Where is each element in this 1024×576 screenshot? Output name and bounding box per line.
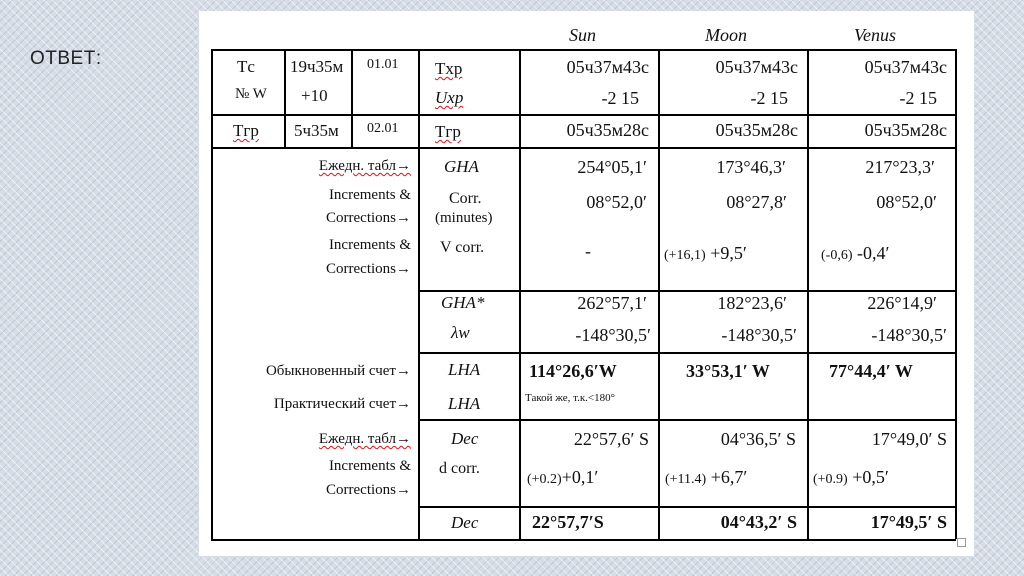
venus-uxr: -2 15 — [899, 88, 937, 108]
label-lha-1: LHA — [448, 360, 481, 379]
rule — [955, 49, 957, 539]
date-2: 02.01 — [367, 121, 399, 136]
rule — [418, 506, 956, 508]
moon-vcorr: (+16,1) +9,5′ — [664, 243, 747, 263]
header-venus: Venus — [854, 25, 896, 45]
sun-corr: 08°52,0′ — [586, 192, 647, 212]
moon-tgr: 05ч35м28с — [715, 120, 798, 140]
desc-corr-2: Corrections→ — [326, 210, 411, 226]
answer-table-sheet — [199, 11, 974, 556]
header-sun: Sun — [569, 25, 596, 45]
sun-vcorr: - — [585, 241, 591, 261]
label-corr-minutes: (minutes) — [435, 210, 493, 226]
label-lha-2: LHA — [448, 394, 481, 413]
resize-handle[interactable] — [957, 538, 966, 547]
venus-lha: 77°44,4′ W — [829, 361, 913, 381]
moon-uxr: -2 15 — [750, 88, 788, 108]
rule — [418, 419, 956, 421]
label-gha: GHA — [444, 157, 479, 176]
venus-vcorr: (-0,6) -0,4′ — [821, 243, 890, 263]
desc-corr-1: Increments & — [328, 187, 411, 203]
moon-lambda: -148°30,5′ — [721, 325, 797, 345]
label-uxr: Uхр — [435, 88, 464, 107]
moon-dec: 04°36,5′ S — [720, 429, 796, 449]
rule — [211, 147, 956, 149]
desc-dcorr-1: Increments & — [328, 458, 411, 474]
sun-tgr: 05ч35м28с — [566, 120, 649, 140]
tc-value: 19ч35м — [290, 57, 344, 76]
label-dcorr: d corr. — [439, 460, 480, 477]
rule — [211, 49, 956, 51]
header-moon: Moon — [705, 25, 747, 45]
tgr-value: 5ч35м — [294, 121, 339, 140]
label-vcorr: V corr. — [440, 239, 485, 256]
rule — [211, 539, 956, 541]
venus-gha-star: 226°14,9′ — [867, 293, 937, 313]
label-dec-final: Dec — [451, 513, 479, 532]
label-lambda: λw — [451, 323, 470, 342]
rule — [418, 290, 956, 292]
sun-gha: 254°05,1′ — [577, 157, 647, 177]
moon-corr: 08°27,8′ — [726, 192, 787, 212]
sun-dec-final: 22°57,7′S — [532, 512, 604, 532]
desc-vcorr-1: Increments & — [328, 237, 411, 253]
moon-gha: 173°46,3′ — [716, 157, 786, 177]
venus-dec-final: 17°49,5′ S — [870, 512, 947, 532]
moon-gha-star: 182°23,6′ — [717, 293, 787, 313]
desc-dcorr-2: Corrections→ — [326, 482, 411, 498]
rule — [418, 352, 956, 354]
rule — [211, 147, 213, 539]
venus-tgr: 05ч35м28с — [864, 120, 947, 140]
zone-label: № W — [235, 86, 267, 102]
sun-uxr: -2 15 — [601, 88, 639, 108]
sun-lambda: -148°30,5′ — [575, 325, 651, 345]
moon-dcorr: (+11.4) +6,7′ — [665, 467, 748, 487]
sun-gha-star: 262°57,1′ — [577, 293, 647, 313]
moon-dec-final: 04°43,2′ S — [720, 512, 797, 532]
desc-dec: Ежедн. табл→ — [318, 431, 411, 447]
tc-label: Tс — [237, 57, 255, 76]
venus-corr: 08°52,0′ — [876, 192, 937, 212]
desc-lha-2: Практический счет→ — [273, 396, 411, 412]
answer-label: ОТВЕТ: — [30, 48, 102, 69]
venus-txr: 05ч37м43с — [864, 57, 947, 77]
date-1: 01.01 — [367, 57, 399, 72]
moon-lha: 33°53,1′ W — [686, 361, 770, 381]
sun-lha: 114°26,6′W — [529, 361, 617, 381]
venus-lambda: -148°30,5′ — [871, 325, 947, 345]
label-dec: Dec — [451, 429, 479, 448]
desc-gha: Ежедн. табл→ — [318, 158, 411, 174]
label-tgr: Tгр — [435, 122, 461, 141]
venus-dec: 17°49,0′ S — [871, 429, 947, 449]
label-gha-star: GHA* — [441, 293, 485, 312]
sun-lha-note: Такой же, т.к.<180° — [525, 392, 616, 404]
venus-gha: 217°23,3′ — [865, 157, 935, 177]
desc-vcorr-2: Corrections→ — [326, 261, 411, 277]
rule — [418, 49, 420, 539]
desc-lha-1: Обыкновенный счет→ — [265, 363, 411, 379]
sun-txr: 05ч37м43с — [566, 57, 649, 77]
sun-dcorr: (+0.2)+0,1′ — [527, 467, 599, 487]
rule — [284, 49, 286, 147]
zone-value: +10 — [301, 86, 328, 105]
sun-dec: 22°57,6′ S — [573, 429, 649, 449]
moon-txr: 05ч37м43с — [715, 57, 798, 77]
label-corr: Corr. — [449, 190, 482, 207]
venus-dcorr: (+0.9) +0,5′ — [813, 467, 889, 487]
rule — [211, 114, 956, 116]
label-txr: Tхр — [435, 59, 463, 78]
rule — [211, 49, 213, 147]
rule — [351, 49, 353, 147]
tgr-label: Tгр — [233, 121, 259, 140]
